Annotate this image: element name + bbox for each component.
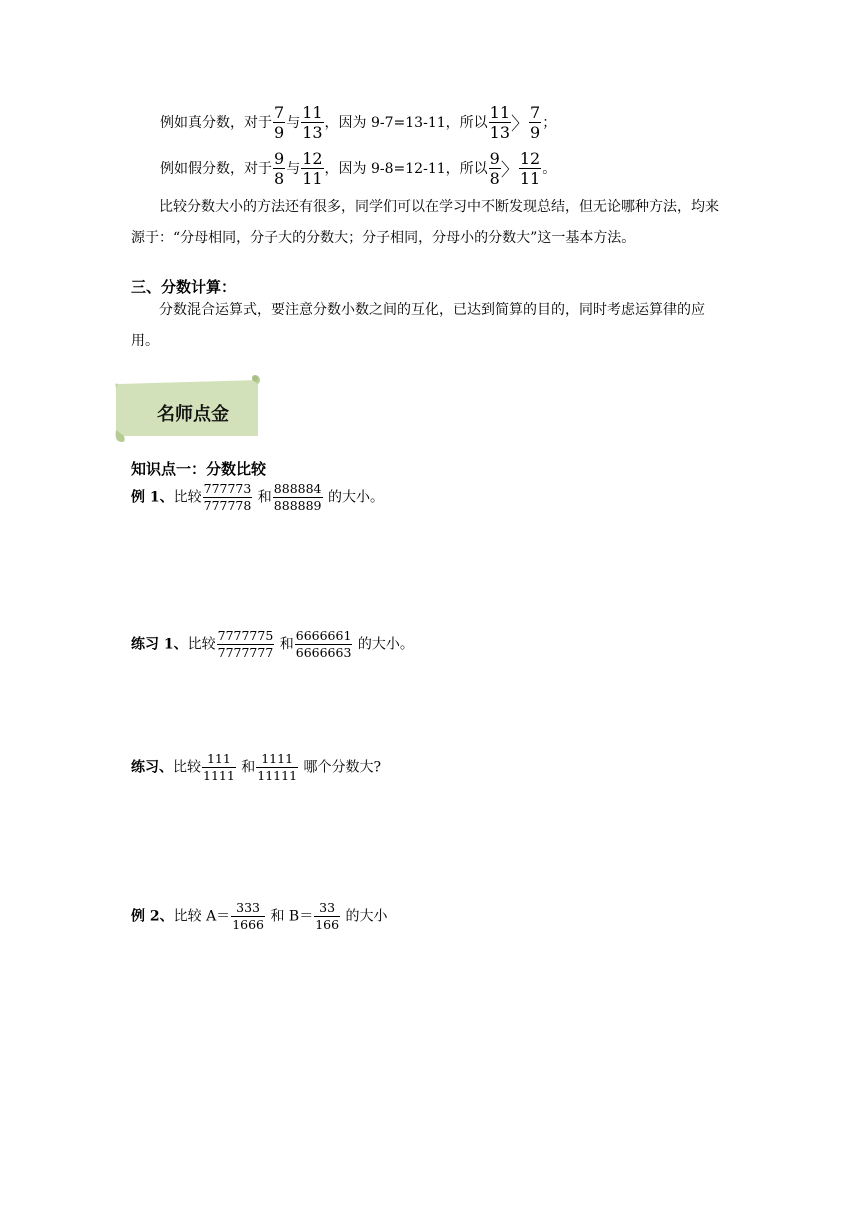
line-end: ； — [542, 115, 557, 131]
example-prefix: 例如假分数，对于 — [160, 161, 272, 177]
practice-label: 练习、 — [131, 759, 173, 776]
fraction: $\frac{777773}{777778}$ — [203, 481, 252, 513]
fraction: $\frac{6666661}{6666663}$ — [295, 628, 352, 660]
practice-label: 练习 1、 — [131, 636, 188, 653]
line-end: 的大小 — [345, 908, 388, 925]
fraction: $\frac{7}{9}$ — [530, 103, 541, 142]
methods-paragraph: 比较分数大小的方法还有很多，同学们可以在学习中不断发现总结，但无论哪种方法，均来源于：“分母相同，分子大的分数大；分子相同，分母小的分数大”这一基本方法。 — [131, 199, 719, 246]
greater-than-sign: 〉 — [511, 114, 529, 135]
practice-1 — [131, 630, 414, 659]
compare-text: 比较 — [173, 489, 202, 506]
section-heading: 三、分数计算： — [131, 278, 237, 296]
teacher-tips-banner — [112, 372, 262, 446]
line-end: 哪个分数大? — [303, 759, 381, 776]
practice-2 — [131, 753, 381, 782]
fraction: $\frac{111}{1111}$ — [203, 751, 235, 783]
and-text: 和 — [279, 636, 294, 653]
fraction: $\frac{11}{13}$ — [489, 103, 510, 142]
knowledge-point-title: 知识点一：分数比较 — [131, 460, 267, 478]
line-end: 的大小。 — [357, 636, 414, 653]
fraction: $\frac{9}{8}$ — [489, 149, 500, 188]
greater-than-sign: 〉 — [500, 160, 519, 181]
conjunction: 与 — [286, 115, 301, 131]
conjunction: 与 — [286, 161, 301, 177]
example-prefix: 例如真分数，对于 — [160, 115, 272, 131]
compare-text: 比较 A＝ — [173, 908, 231, 925]
compare-text: 比较 — [187, 636, 216, 653]
example-proper-fraction — [160, 105, 556, 141]
fraction: $\frac{33}{166}$ — [315, 900, 340, 932]
example-label: 例 1、 — [131, 489, 174, 506]
and-text: 和 — [241, 759, 256, 776]
and-text: 和 — [257, 489, 272, 506]
reason-text: ，因为 9-7=13-11，所以 — [324, 115, 488, 131]
banner-label: 名师点金 — [157, 404, 229, 425]
line-end: 的大小。 — [327, 489, 384, 506]
example-label: 例 2、 — [131, 908, 174, 925]
section-body: 分数混合运算式，要注意分数小数之间的互化，已达到简算的目的，同时考虑运算律的应用。 — [131, 302, 705, 349]
fraction: $\frac{888884}{888889}$ — [273, 481, 322, 513]
fraction: $\frac{1111}{11111}$ — [257, 751, 298, 783]
example-improper-fraction — [160, 151, 556, 187]
example-1 — [131, 483, 384, 512]
fraction: $\frac{333}{1666}$ — [232, 900, 264, 932]
fraction: $\frac{11}{13}$ — [302, 103, 323, 142]
fraction: $\frac{7777775}{7777777}$ — [217, 628, 274, 660]
fraction: $\frac{12}{11}$ — [302, 149, 323, 188]
fraction: $\frac{12}{11}$ — [519, 149, 541, 188]
and-text: 和 B＝ — [270, 908, 314, 925]
line-end: 。 — [542, 161, 557, 177]
example-2 — [131, 902, 388, 931]
fraction: $\frac{9}{8}$ — [274, 149, 285, 188]
compare-text: 比较 — [173, 759, 201, 776]
fraction: $\frac{7}{9}$ — [274, 103, 285, 142]
reason-text: ，因为 9-8=12-11，所以 — [324, 161, 488, 177]
